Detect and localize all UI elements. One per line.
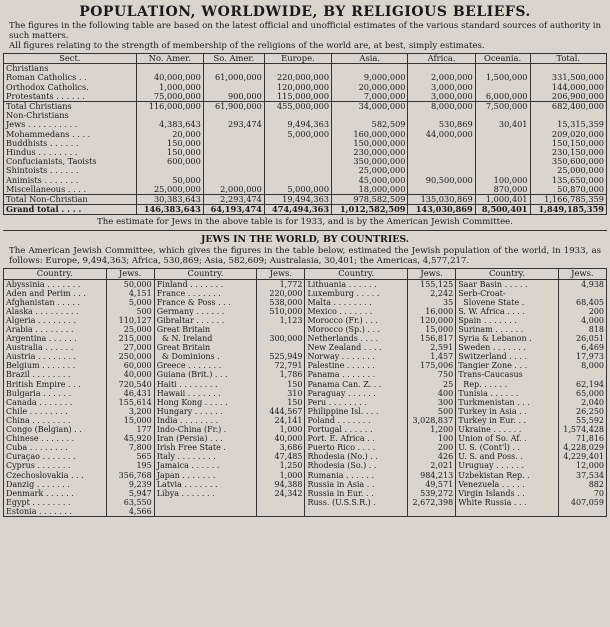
jews-table-header	[4, 269, 607, 279]
jews-estimate-note: The estimate for Jews in the above table is for 1933, and is by the American Jewish Committee.	[97, 217, 513, 228]
christian-rows	[4, 64, 607, 102]
total-non-christian-as: 978,582,509	[332, 195, 408, 205]
total-non-christian-label: Total Non-Christian	[4, 195, 137, 205]
total-non-christian-oc: 1,000,401	[475, 195, 530, 205]
christian-sa: 61,000,000 900,000	[203, 64, 264, 102]
jews-values-col-2: 1,772 220,000 538,000 510,000 1,123 300,000 525,949 72,791 1,786 150 310 150 444,567 24,141 1,000 40,000 3,686 47,485 1,250 1,000 94,388 24,342	[257, 279, 305, 516]
total-christians-oc: 7,500,000	[475, 102, 530, 112]
total-christians-eu: 455,000,000	[264, 102, 331, 112]
non-christian-as: 582,509 160,000,000 150,000,000 230,000,000 350,000,000 25,000,000 45,000,000 18,000,000	[332, 111, 408, 194]
jews-values-col-1: 50,000 4,151 5,000 500 110,127 25,000 215,000 27,000 250,000 60,000 40,000 720,540 46,431 155,614 3,200 15,000 177 45,920 7,800 565 195 356,768 9,239 5,947 63,550 4,566	[106, 279, 154, 516]
religion-table-header	[4, 54, 607, 64]
jews-intro-text: The American Jewish Committee, which gives the figures in the table below, estimated the Jewish population of the world, in 1933, as follows: Europe, 9,494,363; Africa, 530,869; Asia, 582,609; Australasia, 30,401; the Americas, 4,577,217.	[9, 246, 601, 267]
christian-as: 9,000,000 20,000,000 7,000,000	[332, 64, 408, 102]
total-christians-sa: 61,900,000	[203, 102, 264, 112]
jews-countries-col-3: Lithuania . . . . . . Luxemburg . . . . . Malta . . . . . . . . Mexico . . . . . . . Morocco (Fr.) . . . Morocco (Sp.) . . . Netherlands . . . . New Zealand . . . . Norway . . . . . . . Palestine . . . . . . Panama . . . . . . . Panama Can. Z. . . Paraguay . . . . . . Peru . . . . . . . . Philippine Isl. . . . Poland . . . . . . . Portugal . . . . . . Port. E. Africa . . Puerto Rico . . . . Rhodesia (No.) . . Rhodesia (So.) . . Rumania . . . . . . Russia in Asia . . Russia in Eur. . . Russ. (U.S.S.R.) .	[305, 279, 408, 516]
christian-na: 40,000,000 1,000,000 75,000,000	[136, 64, 203, 102]
jews-col-country-1: Country.	[4, 269, 107, 279]
grand-total-label: Grand total . . . .	[4, 205, 137, 215]
total-christians-row	[4, 102, 607, 112]
col-total: Total.	[530, 54, 606, 64]
christian-labels: Christians Roman Catholics . . Orthodox Catholics. Protestants . . . . . .	[4, 64, 137, 102]
christian-tot: 331,500,000 144,000,000 206,900,000	[530, 64, 606, 102]
non-christian-oc: 30,401 100,000 870,000	[475, 111, 530, 194]
total-non-christian-row	[4, 195, 607, 205]
christian-eu: 220,000,000 120,000,000 115,000,000	[264, 64, 331, 102]
grand-total-eu: 474,494,363	[264, 205, 331, 215]
intro-line-2: All figures relating to the strength of membership of the religions of the world are, at best, simply estimates.	[9, 41, 485, 51]
christian-oc: 1,500,000 6,000,000	[475, 64, 530, 102]
non-christian-eu: 9,494,363 5,000,000 5,000,000	[264, 111, 331, 194]
non-christian-sa: 293,474 2,000,000	[203, 111, 264, 194]
jews-countries-col-4: Saar Basin . . . . . Serb-Croat- Slovene State . S. W. Africa . . . . Spain . . . . . . . Surinam . . . . . . Syria & Lebanon . Sweden . . . . . . . Switzerland . . . . Tangier Zone . . . Trans-Caucasus Rep. . . . . . Tunisia . . . . . . Turkmenistan . . . Turkey in Asia . . Turkey in Eur. . . Ukraine . . . . . . Union of So. Af. . U. S. (Cont'l) . . U. S. and Poss. . Uruguay . . . . . . Uzbekistan Rep. . Venezuela . . . . . Virgin Islands . . White Russia . . .	[456, 279, 559, 516]
col-sect: Sect.	[4, 54, 137, 64]
jews-col-jews-4: Jews.	[558, 269, 606, 279]
jews-col-country-4: Country.	[456, 269, 559, 279]
non-christian-af: 530,869 44,000,000 90,500,000	[408, 111, 475, 194]
jews-values-col-4: 4,938 68,405 200 4,000 818 26,051 6,469 17,973 8,000 62,194 65,000 2,040 26,250 55,592 1,574,428 71,816 4,228,029 4,229,401 12,000 37,534 882 70 407,059	[558, 279, 606, 516]
total-non-christian-na: 30,383,643	[136, 195, 203, 205]
document-page	[3, 4, 607, 623]
col-no-amer: No. Amer.	[136, 54, 203, 64]
grand-total-na: 146,383,643	[136, 205, 203, 215]
col-oceania: Oceania.	[475, 54, 530, 64]
grand-total-row	[4, 205, 607, 215]
total-non-christian-tot: 1,166,785,359	[530, 195, 606, 205]
religion-table	[3, 53, 607, 215]
col-africa: Africa.	[408, 54, 475, 64]
non-christian-labels: Non-Christians Jews . . . . . . . . . . Mohammedans . . . . Buddhists . . . . . . Hindus . . . . . . . . Confucianists, Taoists Shintoists . . . . . . Animists . . . . . . . Miscellaneous . . . .	[4, 111, 137, 194]
col-so-amer: So. Amer.	[203, 54, 264, 64]
total-christians-na: 116,000,000	[136, 102, 203, 112]
total-non-christian-af: 135,030,869	[408, 195, 475, 205]
jews-col-country-2: Country.	[154, 269, 257, 279]
jews-table-body	[4, 279, 607, 516]
grand-total-as: 1,012,582,509	[332, 205, 408, 215]
col-asia: Asia.	[332, 54, 408, 64]
grand-total-sa: 64,193,474	[203, 205, 264, 215]
total-non-christian-sa: 2,293,474	[203, 195, 264, 205]
jews-col-jews-1: Jews.	[106, 269, 154, 279]
intro-line-1: The figures in the following table are based on the latest official and unofficial estimates of the various standard sources of authority in such matters.	[9, 21, 601, 41]
jews-by-country-table	[3, 268, 607, 517]
jews-col-jews-2: Jews.	[257, 269, 305, 279]
non-christian-tot: 15,315,359 209,020,000 150,150,000 230,150,000 350,600,000 25,000,000 135,650,000 50,870,000	[530, 111, 606, 194]
jews-values-col-3: 155,125 2,242 35 16,000 120,000 15,000 156,817 2,591 1,457 175,006 750 25 400 300 500 3,028,837 1,200 100 200 426 2,021 984,213 49,571 539,272 2,672,398	[407, 279, 455, 516]
intro-text	[9, 21, 601, 51]
non-christian-rows	[4, 111, 607, 194]
non-christian-na: 4,383,643 20,000 150,000 150,000 600,000 50,000 25,000,000	[136, 111, 203, 194]
grand-total-af: 143,030,869	[408, 205, 475, 215]
total-christians-tot: 682,400,000	[530, 102, 606, 112]
grand-total-tot: 1,849,185,359	[530, 205, 606, 215]
jews-col-country-3: Country.	[305, 269, 408, 279]
grand-total-oc: 8,500,401	[475, 205, 530, 215]
total-christians-label: Total Christians	[4, 102, 137, 112]
jews-table-title: JEWS IN THE WORLD, BY COUNTRIES.	[3, 230, 607, 245]
total-non-christian-eu: 19,494,363	[264, 195, 331, 205]
page-title: POPULATION, WORLDWIDE, BY RELIGIOUS BELIEFS.	[79, 4, 531, 20]
jews-countries-col-2: Finland . . . . . . . France . . . . . . . France & Poss . . . Germany . . . . . . Gibraltar . . . . . . Great Britain & N. Ireland Great Britain & Dominions . Greece . . . . . . . Guiana (Brit.) . . . Haiti . . . . . . . . Hawaii . . . . . . . Hong Kong . . . . . Hungary . . . . . . India . . . . . . . . Indo-China (Fr.) . Iran (Persia) . . . Irish Free State . Italy . . . . . . . . Jamaica . . . . . . Japan . . . . . . . Latvia . . . . . . . Libya . . . . . . .	[154, 279, 257, 516]
total-christians-as: 34,000,000	[332, 102, 408, 112]
jews-col-jews-3: Jews.	[407, 269, 455, 279]
christian-af: 2,000,000 3,000,000 3,000,000	[408, 64, 475, 102]
total-christians-af: 8,000,000	[408, 102, 475, 112]
col-europe: Europe.	[264, 54, 331, 64]
jews-countries-col-1: Abyssinia . . . . . . . Aden and Perim . . . Afghanistan . . . . . Alaska . . . . . . . . . Algeria . . . . . . . . Arabia . . . . . . . . Argentina . . . . . . Australia . . . . . . Austria . . . . . . . . Belgium . . . . . . . Brazil . . . . . . . . British Empire . . . Bulgaria . . . . . . Canada . . . . . . . Chile . . . . . . . . China . . . . . . . . Congo (Belgian) . . Chinese . . . . . . . Cuba . . . . . . . . Curaçao . . . . . . . Cyprus . . . . . . . Czechoslovakia . . . Danzig . . . . . . . Denmark . . . . . . Egypt . . . . . . . . Estonia . . . . . . .	[4, 279, 107, 516]
